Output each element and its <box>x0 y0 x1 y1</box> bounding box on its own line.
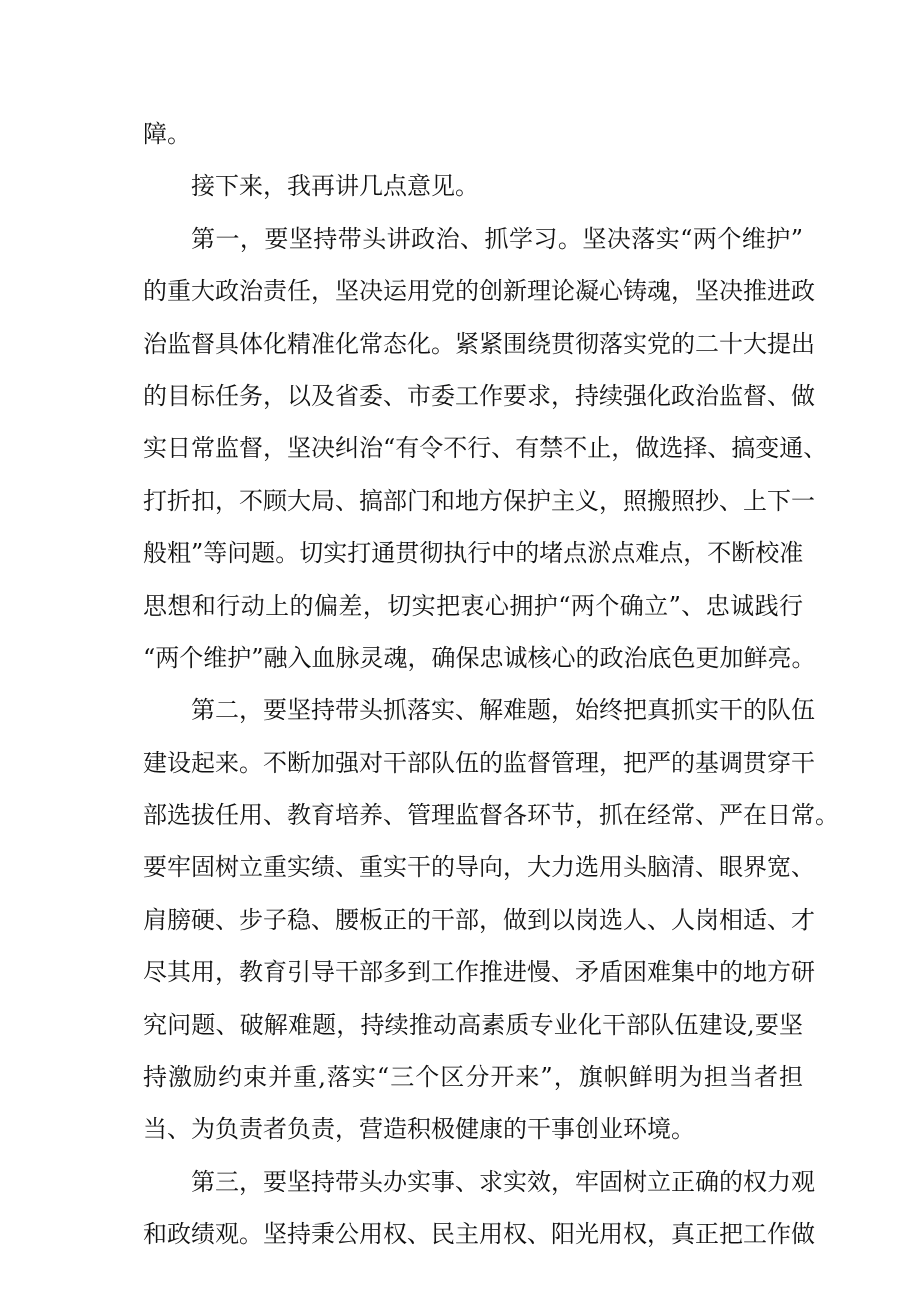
paragraph-line: 般粗”等问题。切实打通贯彻执行中的堵点淤点难点，不断校准 <box>143 539 804 568</box>
paragraph-line: 当、为负责者负责，营造积极健康的干事创业环境。 <box>143 1115 695 1144</box>
body-text <box>143 108 839 1261</box>
paragraph-line: 究问题、破解难题，持续推动高素质专业化干部队伍建设,要坚 <box>143 1010 803 1039</box>
paragraph-line: 尽其用，教育引导干部多到工作推进慢、矛盾困难集中的地方研 <box>143 958 815 987</box>
paragraph-line: 持激励约束并重,落实“三个区分开来”，旗帜鲜明为担当者担 <box>143 1063 803 1092</box>
paragraph-line: 第二，要坚持带头抓落实、解难题，始终把真抓实干的队伍 <box>191 696 815 725</box>
paragraph-line: 障。 <box>143 120 191 148</box>
paragraph-line: 第一，要坚持带头讲政治、抓学习。坚决落实“两个维护” <box>191 224 803 253</box>
paragraph-line: 建设起来。不断加强对干部队伍的监督管理，把严的基调贯穿干 <box>143 748 815 777</box>
paragraph-line: 实日常监督，坚决纠治“有令不行、有禁不止，做选择、搞变通、 <box>143 434 828 463</box>
paragraph-line: 的目标任务，以及省委、市委工作要求，持续强化政治监督、做 <box>143 381 815 410</box>
paragraph-line: 要牢固树立重实绩、重实干的导向，大力选用头脑清、眼界宽、 <box>143 853 815 882</box>
paragraph-line: 部选拔任用、教育培养、管理监督各环节，抓在经常、严在日常。 <box>143 801 839 830</box>
paragraph-line: 接下来，我再讲几点意见。 <box>191 172 479 201</box>
paragraph-line: 和政绩观。坚持秉公用权、民主用权、阳光用权，真正把工作做 <box>143 1220 815 1249</box>
paragraph-line: 打折扣，不顾大局、搞部门和地方保护主义，照搬照抄、上下一 <box>143 486 815 515</box>
paragraph-line: 治监督具体化精准化常态化。紧紧围绕贯彻落实党的二十大提出 <box>143 329 815 358</box>
paragraph-line: 思想和行动上的偏差，切实把衷心拥护“两个确立”、忠诚践行 <box>143 591 803 620</box>
paragraph-line: “两个维护”融入血脉灵魂，确保忠诚核心的政治底色更加鲜亮。 <box>143 643 816 672</box>
paragraph-line: 的重大政治责任，坚决运用党的创新理论凝心铸魂，坚决推进政 <box>143 277 815 306</box>
paragraph-line: 第三，要坚持带头办实事、求实效，牢固树立正确的权力观 <box>191 1167 815 1196</box>
paragraph-line: 肩膀硬、步子稳、腰板正的干部，做到以岗选人、人岗相适、才 <box>143 905 815 934</box>
